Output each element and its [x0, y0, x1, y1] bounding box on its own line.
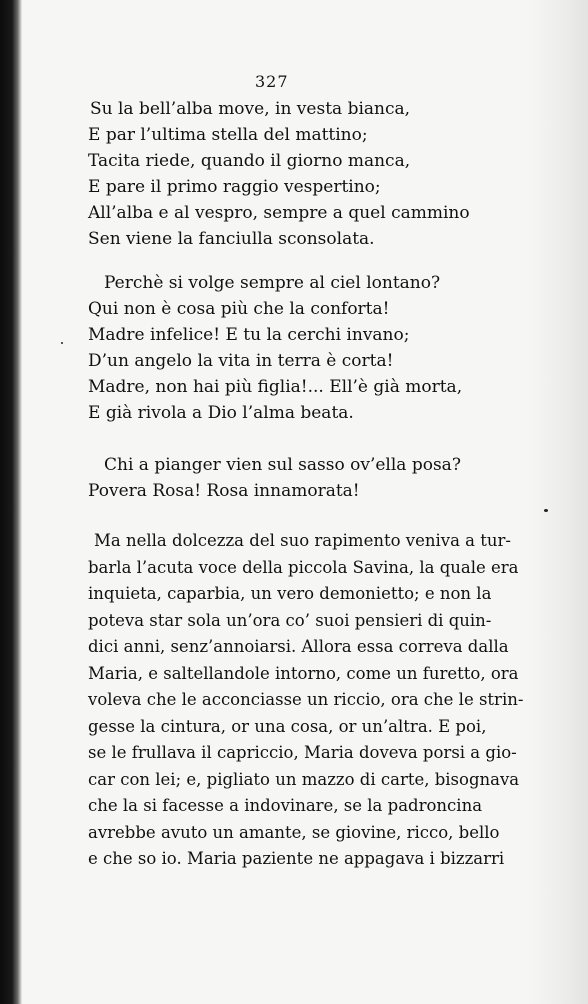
verse-line: Su la bell’alba move, in vesta bianca, — [90, 99, 411, 119]
page-number: 327 — [255, 72, 289, 91]
verse-line: Chi a pianger vien sul sasso ov’ella posa? — [104, 455, 461, 475]
verse-line: Sen viene la fanciulla sconsolata. — [88, 229, 375, 249]
prose-line: Ma nella dolcezza del suo rapimento veniva a tur- — [94, 531, 511, 550]
prose-line: che la si facesse a indovinare, se la padroncina — [88, 796, 483, 815]
prose-line: inquieta, caparbia, un vero demonietto; e non la — [88, 584, 492, 603]
prose-line: poteva star sola un’ora co’ suoi pensieri di quin- — [88, 610, 492, 630]
verse-line: Madre infelice! E tu la cerchi invano; — [88, 325, 410, 345]
verse-line: Perchè si volge sempre al ciel lontano? — [104, 273, 441, 293]
verse-line: Povera Rosa! Rosa innamorata! — [88, 481, 360, 501]
prose-line: barla l’acuta voce della piccola Savina, la quale era — [88, 557, 519, 577]
poem-stanza-3 — [88, 452, 461, 504]
verse-line: E pare il primo raggio vespertino; — [88, 177, 381, 197]
prose-line: se le frullava il capriccio, Maria doveva porsi a gio- — [88, 743, 517, 762]
poem-stanza-1 — [88, 96, 470, 252]
verse-line: D’un angelo la vita in terra è corta! — [88, 351, 394, 371]
prose-line: Maria, e saltellandole intorno, come un furetto, ora — [88, 663, 519, 683]
verse-line: E par l’ultima stella del mattino; — [88, 125, 368, 145]
book-binding-shadow — [0, 0, 22, 1004]
prose-line: gesse la cintura, or una cosa, or un’altra. E poi, — [88, 716, 487, 736]
prose-line: avrebbe avuto un amante, se giovine, ricco, bello — [88, 822, 500, 842]
prose-line: dici anni, senz’annoiarsi. Allora essa correva dalla — [88, 637, 509, 656]
prose-line: car con lei; e, pigliato un mazzo di carte, bisognava — [88, 769, 520, 789]
verse-line: Qui non è cosa più che la conforta! — [88, 299, 390, 319]
ink-speck — [544, 509, 548, 512]
verse-line: Tacita riede, quando il giorno manca, — [88, 151, 411, 171]
verse-line: Madre, non hai più figlia!... Ell’è già morta, — [88, 377, 463, 397]
prose-line: e che so io. Maria paziente ne appagava i bizzarri — [88, 849, 505, 868]
verse-line: All’alba e al vespro, sempre a quel cammino — [88, 203, 470, 223]
prose-paragraph — [88, 528, 524, 873]
poem-stanza-2 — [88, 270, 462, 426]
page-edge-shadow — [528, 0, 588, 1004]
verse-line: E già rivola a Dio l’alma beata. — [88, 403, 354, 423]
prose-line: voleva che le acconciasse un riccio, ora che le strin- — [88, 690, 524, 709]
ink-speck — [61, 342, 63, 344]
